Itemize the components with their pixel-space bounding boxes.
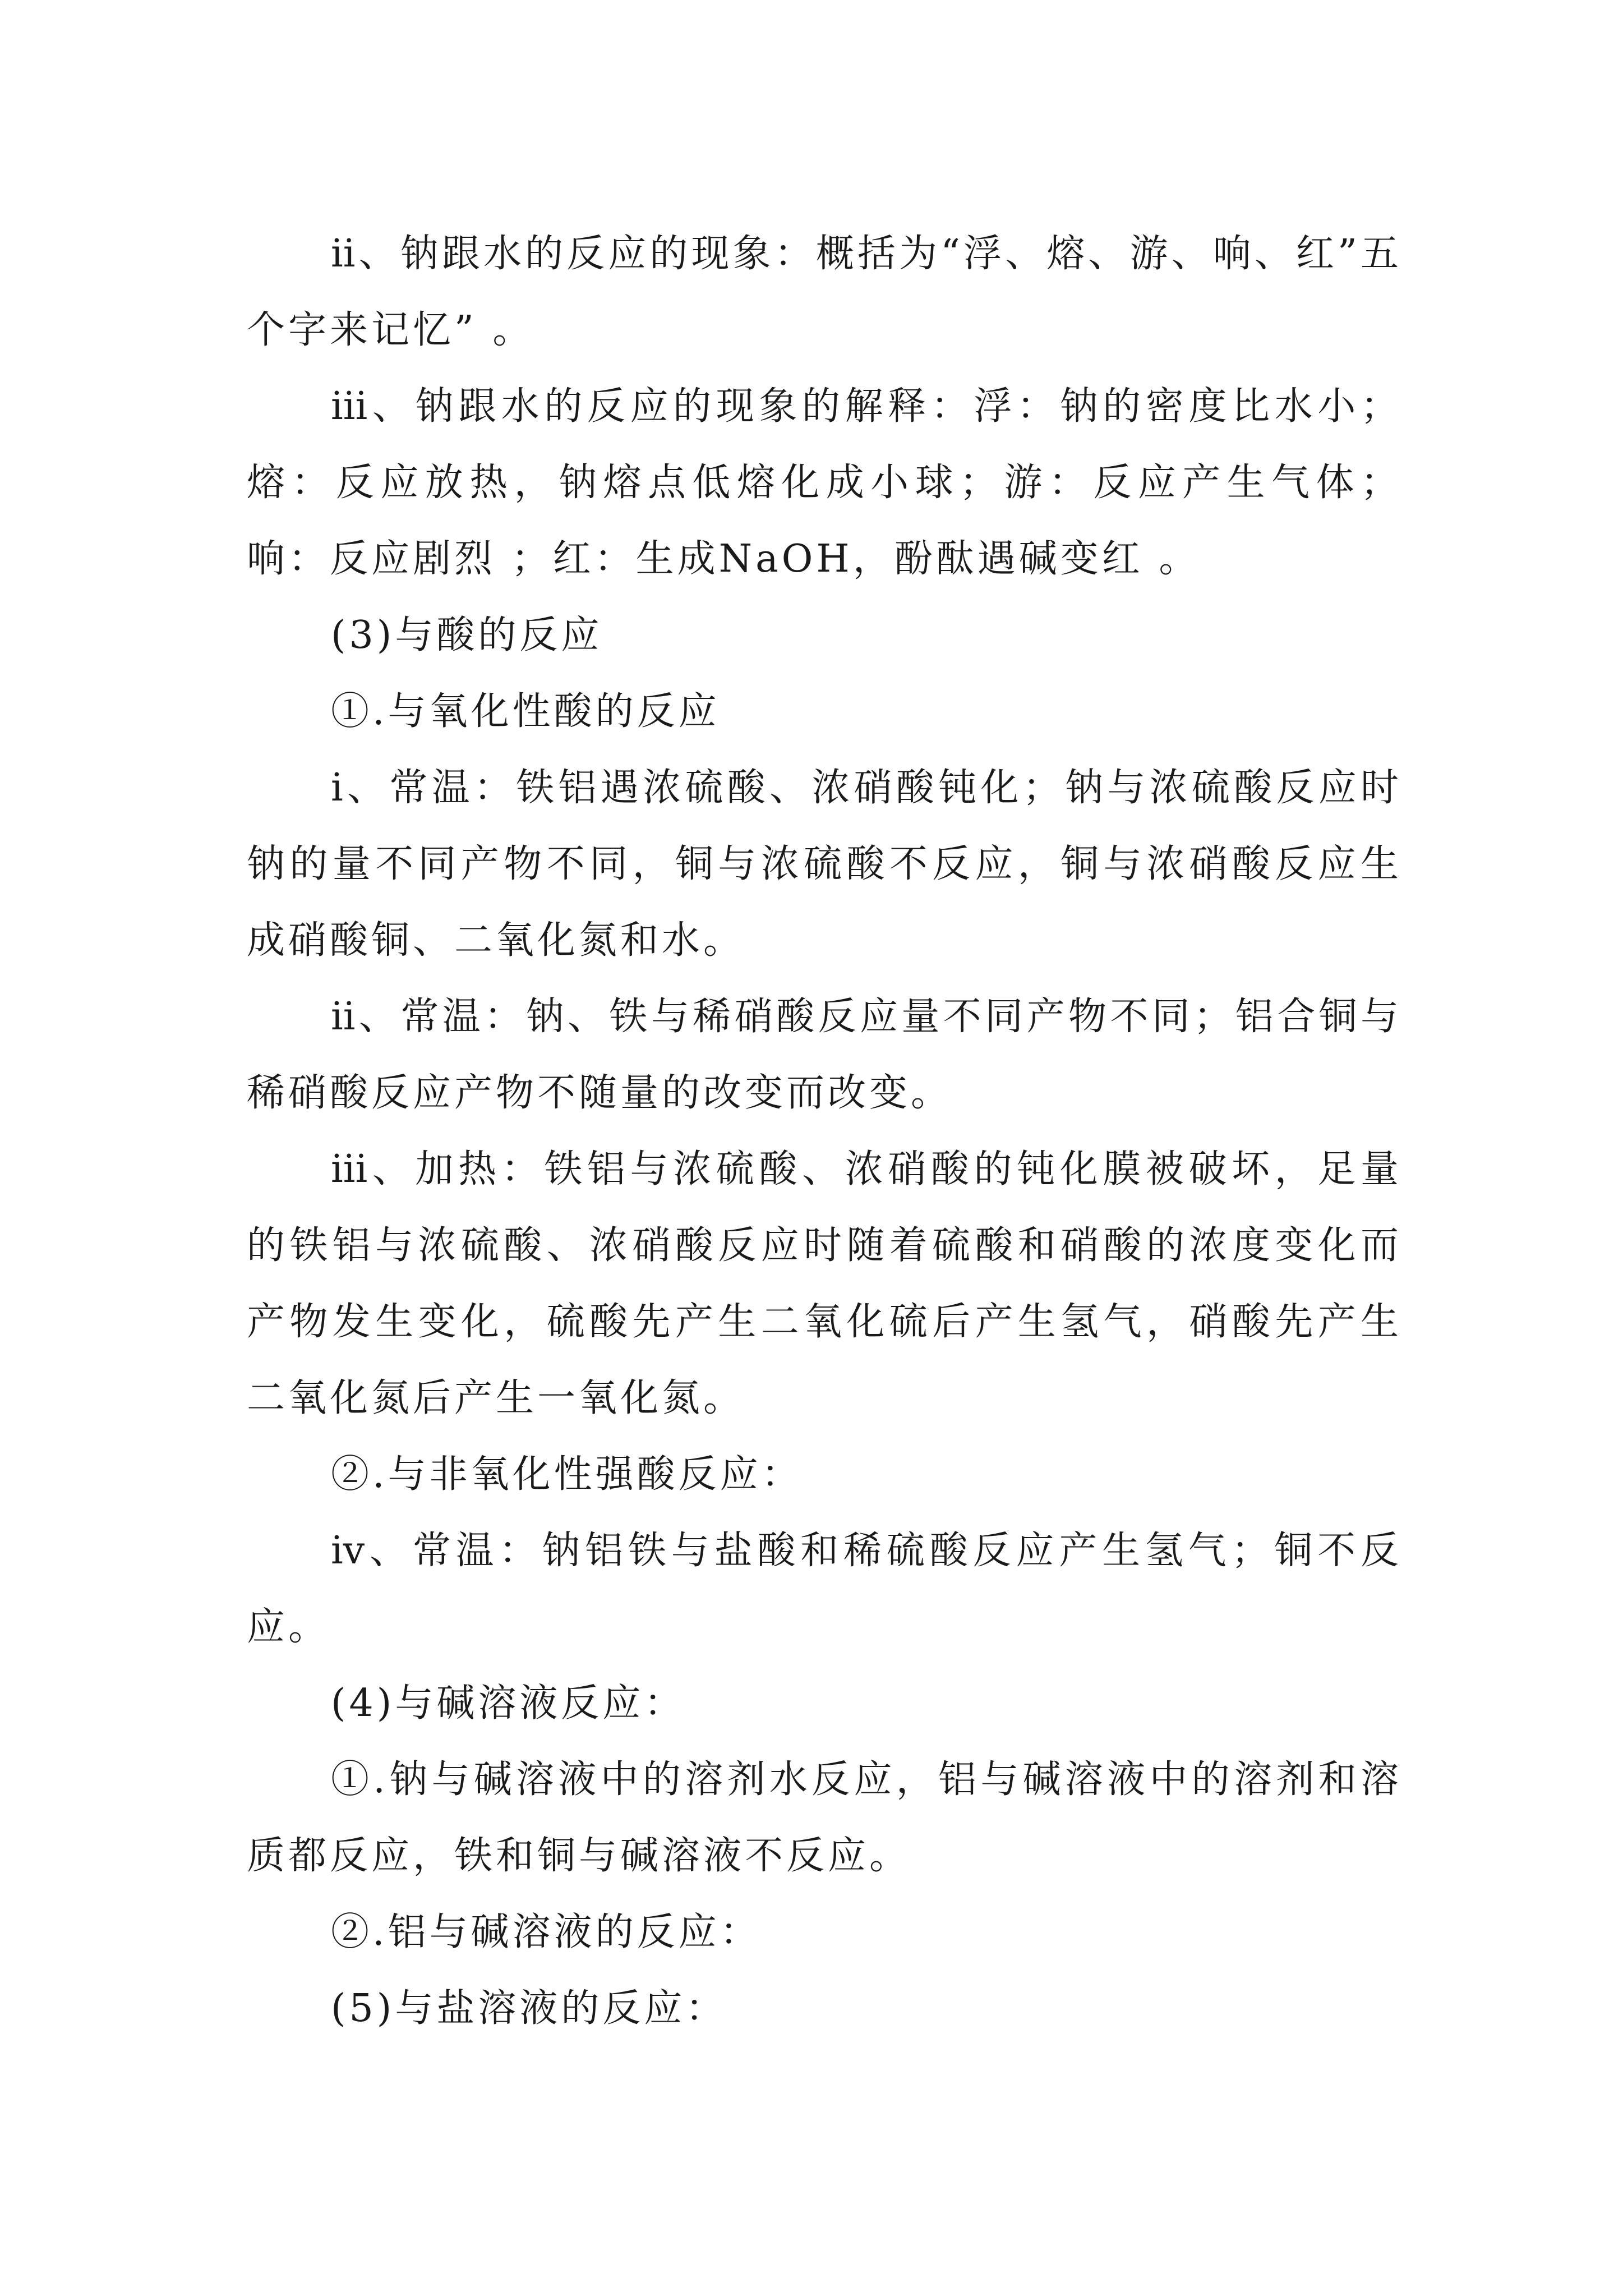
subheading-oxidizing-acid: ①.与氧化性酸的反应 <box>331 689 720 734</box>
document-body <box>247 216 1402 2047</box>
heading-reaction-with-salt: (5)与盐溶液的反应： <box>331 1986 727 2031</box>
paragraph-room-temp-concentrated: ⅰ、常温：铁铝遇浓硫酸、浓硝酸钝化；钠与浓硫酸反应时钠的量不同产物不同，铜与浓硫酸不反应，铜与浓硝酸反应生成硝酸铜、二氧化氮和水。 <box>247 766 1402 963</box>
paragraph-sodium-water-phenomena: ⅱ、钠跟水的反应的现象：概括为“浮、熔、游、响、红”五个字来记忆” 。 <box>247 232 1402 352</box>
heading-reaction-with-alkali: (4)与碱溶液反应： <box>331 1681 686 1726</box>
paragraph-room-temp-hydrochloric: ⅳ、常温：钠铝铁与盐酸和稀硫酸反应产生氢气；铜不反应。 <box>247 1529 1402 1649</box>
subheading-non-oxidizing-acid: ②.与非氧化性强酸反应： <box>331 1452 803 1497</box>
paragraph-room-temp-dilute-nitric: ⅱ、常温：钠、铁与稀硝酸反应量不同产物不同；铝合铜与稀硝酸反应产物不随量的改变而改变。 <box>247 995 1402 1115</box>
heading-reaction-with-acid: (3)与酸的反应 <box>331 613 603 657</box>
subheading-aluminum-alkali: ②.铝与碱溶液的反应： <box>331 1910 762 1954</box>
paragraph-sodium-water-explanation: ⅲ、钠跟水的反应的现象的解释：浮：钠的密度比水小；熔：反应放热，钠熔点低熔化成小球；游：反应产生气体；响：反应剧烈 ；红：生成NaOH，酚酞遇碱变红 。 <box>247 384 1402 581</box>
paragraph-alkali-solvent: ①.钠与碱溶液中的溶剂水反应，铝与碱溶液中的溶剂和溶质都反应，铁和铜与碱溶液不反应。 <box>247 1757 1402 1878</box>
paragraph-heating: ⅲ、加热：铁铝与浓硫酸、浓硝酸的钝化膜被破坏，足量的铁铝与浓硫酸、浓硝酸反应时随着硫酸和硝酸的浓度变化而产物发生变化，硫酸先产生二氧化硫后产生氢气，硝酸先产生二氧化氮后产生一氧化氮。 <box>247 1147 1402 1420</box>
